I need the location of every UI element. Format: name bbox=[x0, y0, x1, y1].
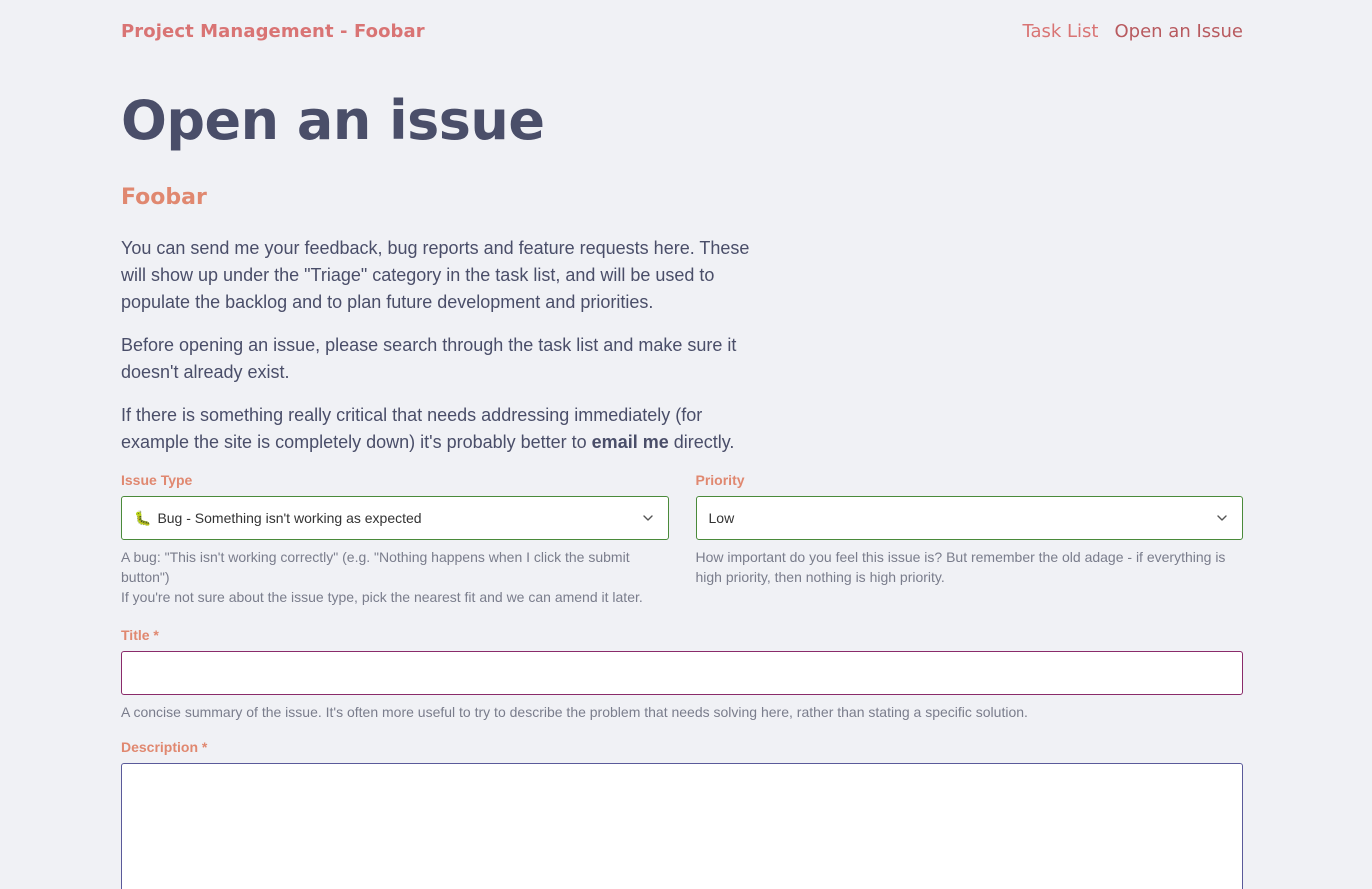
title-help: A concise summary of the issue. It's often more useful to try to describe the problem that needs solving here, rather than stating a specific solution. bbox=[121, 704, 1028, 720]
issue-type-value: Bug - Something isn't working as expected bbox=[157, 510, 422, 526]
priority-value: Low bbox=[708, 510, 735, 526]
top-navbar bbox=[121, 0, 1243, 62]
intro-p3-after: directly. bbox=[668, 432, 735, 452]
issue-type-help-line-2: If you're not sure about the issue type, pick the nearest fit and we can amend it later. bbox=[121, 589, 643, 605]
priority-field bbox=[696, 472, 1244, 607]
nav-open-an-issue[interactable]: Open an Issue bbox=[1114, 20, 1243, 42]
nav-task-list[interactable]: Task List bbox=[1022, 20, 1099, 42]
title-label: Title * bbox=[121, 627, 159, 643]
chevron-down-icon bbox=[642, 512, 654, 524]
description-textarea[interactable] bbox=[121, 763, 1243, 889]
intro-paragraph-2: Before opening an issue, please search through the task list and make sure it doesn't already exist. bbox=[121, 335, 737, 382]
intro-paragraph-1: You can send me your feedback, bug reports and feature requests here. These will show up under the "Triage" category in the task list, and will be used to populate the backlog and to plan future development and priorities. bbox=[121, 238, 750, 312]
intro-paragraph-3 bbox=[121, 402, 761, 456]
title-input[interactable] bbox=[121, 651, 1243, 695]
page-container bbox=[121, 0, 1243, 889]
title-field bbox=[121, 627, 1243, 722]
chevron-down-icon bbox=[1216, 512, 1228, 524]
issue-type-priority-row bbox=[121, 472, 1243, 607]
description-label: Description * bbox=[121, 739, 208, 755]
issue-type-select[interactable] bbox=[121, 496, 669, 540]
issue-type-help-line-1: A bug: "This isn't working correctly" (e.g. "Nothing happens when I click the submit button") bbox=[121, 549, 630, 585]
project-name: Foobar bbox=[121, 185, 207, 210]
brand-link[interactable]: Project Management - Foobar bbox=[121, 20, 425, 42]
issue-type-field bbox=[121, 472, 669, 607]
intro-text bbox=[121, 235, 761, 456]
page-title: Open an issue bbox=[121, 89, 545, 152]
email-me-link[interactable]: email me bbox=[591, 432, 669, 452]
intro-p3-before: If there is something really critical that needs addressing immediately (for example the site is completely down) it's probably better to bbox=[121, 405, 703, 452]
main-nav bbox=[1022, 21, 1243, 42]
priority-select[interactable] bbox=[696, 496, 1244, 540]
issue-type-label: Issue Type bbox=[121, 472, 193, 488]
priority-label: Priority bbox=[695, 472, 745, 488]
description-field bbox=[121, 739, 1243, 889]
bug-icon: 🐛 bbox=[134, 509, 152, 526]
priority-help: How important do you feel this issue is? But remember the old adage - if everything is high priority, then nothing is high priority. bbox=[695, 549, 1226, 585]
issue-type-help bbox=[121, 547, 669, 607]
